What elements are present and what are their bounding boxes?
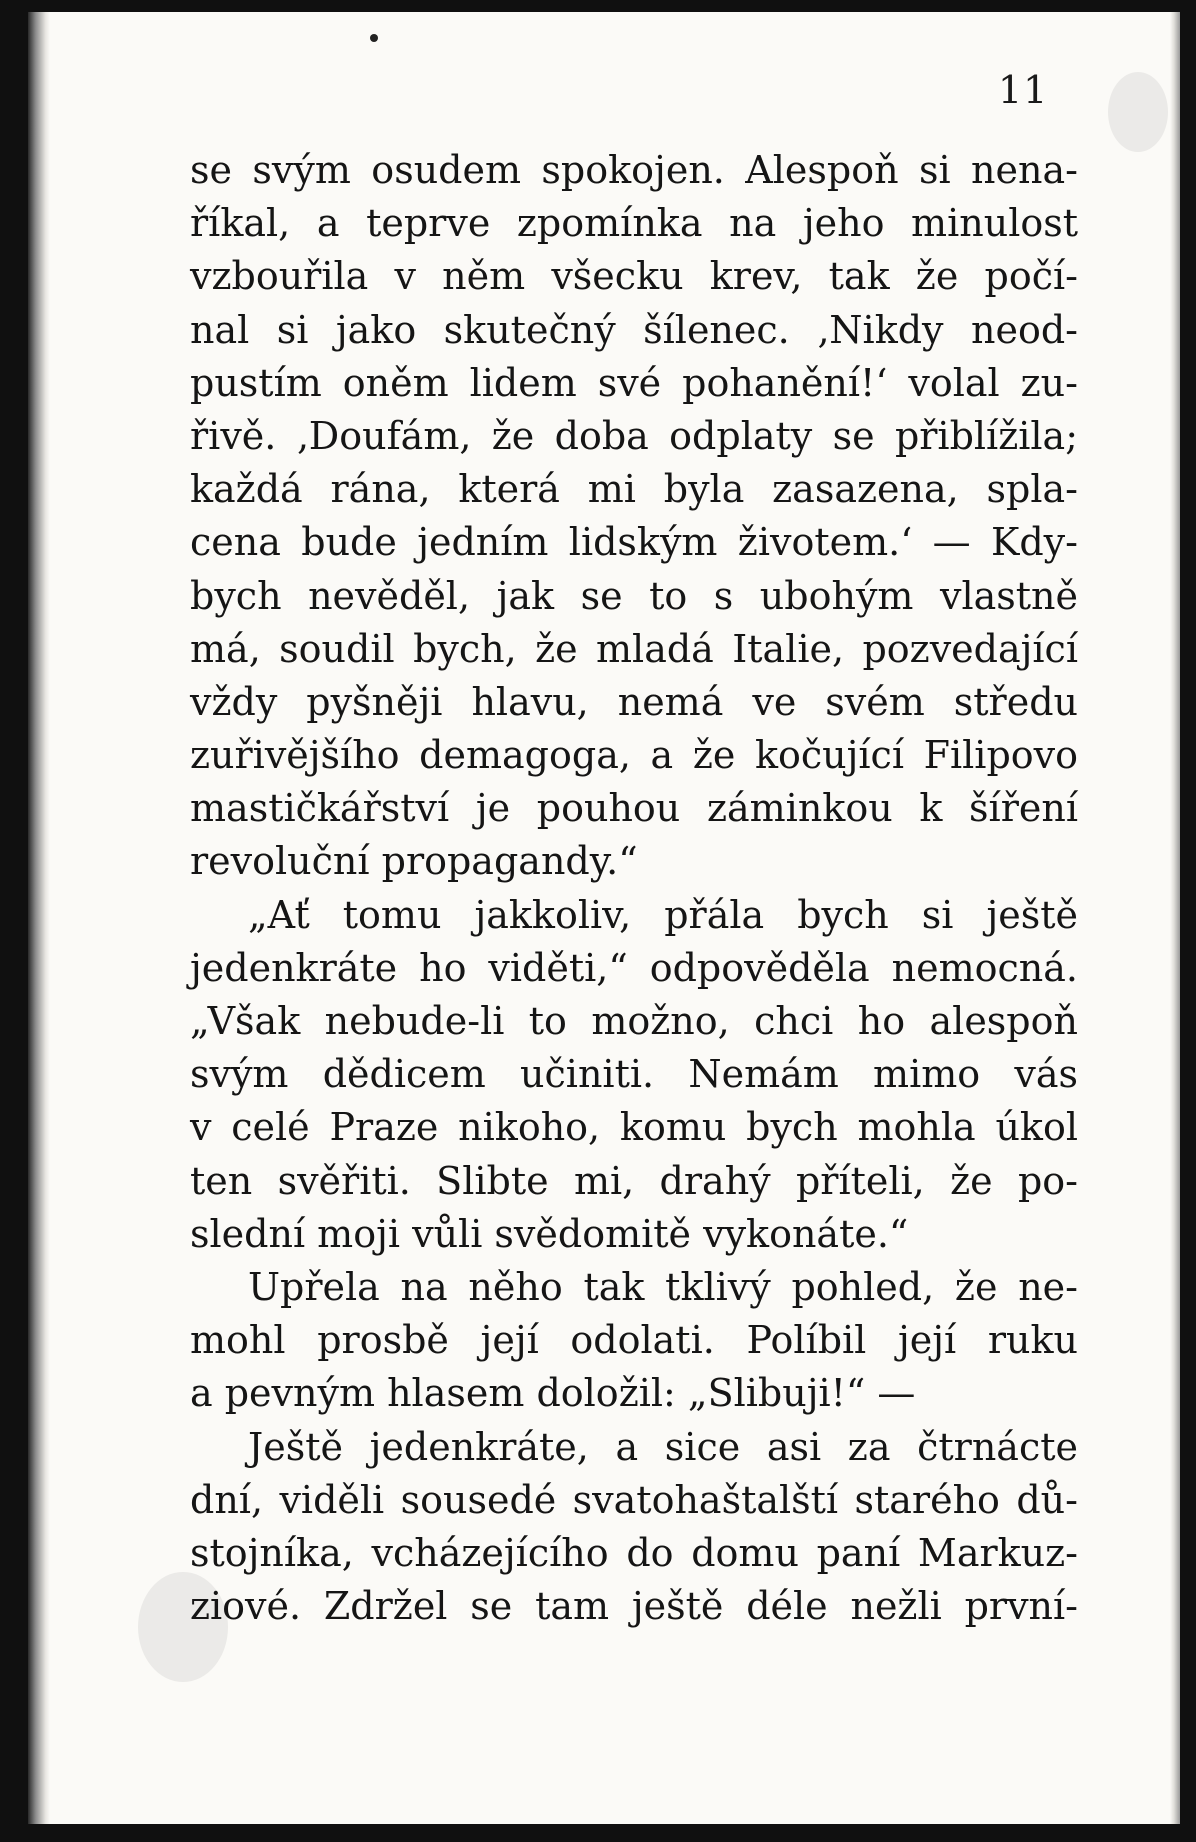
text-line: vzbouřila v něm všecku krev, tak že počí- bbox=[190, 254, 1078, 299]
text-line: Ještě jedenkráte, a sice asi za čtrnácte bbox=[248, 1424, 1078, 1469]
page-edge bbox=[1170, 12, 1180, 1824]
text-line: má, soudil bych, že mladá Italie, pozvedající bbox=[190, 626, 1078, 671]
text-line: ten svěřiti. Slibte mi, drahý příteli, že po- bbox=[190, 1158, 1078, 1203]
text-line: každá rána, která mi byla zasazena, spla- bbox=[190, 467, 1078, 512]
binding-shadow bbox=[28, 12, 50, 1824]
text-line: „Ať tomu jakkoliv, přála bych si ještě bbox=[248, 892, 1078, 937]
paper-stain bbox=[1108, 72, 1168, 152]
text-line: řivě. ‚Doufám, že doba odplaty se přiblížila; bbox=[190, 413, 1078, 458]
text-line: říkal, a teprve zpomínka na jeho minulost bbox=[190, 201, 1078, 246]
text-line: zuřivějšího demagoga, a že kočující Filipovo bbox=[190, 733, 1078, 778]
text-line: v celé Praze nikoho, komu bych mohla úkol bbox=[190, 1105, 1078, 1150]
text-line: stojníka, vcházejícího do domu paní Markuz- bbox=[190, 1530, 1078, 1575]
text-line: revoluční propagandy.“ bbox=[190, 839, 638, 884]
text-line: dní, viděli sousedé svatohaštalští starého dů- bbox=[190, 1477, 1078, 1522]
text-line: nal si jako skutečný šílenec. ‚Nikdy neod- bbox=[190, 307, 1078, 352]
text-line: cena bude jedním lidským životem.‘ — Kdy- bbox=[190, 520, 1078, 565]
text-line: mohl prosbě její odolati. Políbil její ruku bbox=[190, 1318, 1078, 1363]
book-page bbox=[28, 12, 1180, 1824]
text-line: bych nevěděl, jak se to s ubohým vlastně bbox=[190, 573, 1078, 618]
text-line: se svým osudem spokojen. Alespoň si nena- bbox=[190, 148, 1078, 192]
text-line: „Však nebude-li to možno, chci ho alespoň bbox=[190, 999, 1078, 1043]
text-line: ziové. Zdržel se tam ještě déle nežli první- bbox=[190, 1584, 1078, 1629]
text-line: slední moji vůli svědomitě vykonáte.“ bbox=[190, 1211, 909, 1256]
text-line: svým dědicem učiniti. Nemám mimo vás bbox=[190, 1052, 1078, 1097]
page-number: 11 bbox=[998, 68, 1049, 112]
text-line: pustím oněm lidem své pohanění!‘ volal zu- bbox=[190, 360, 1078, 405]
text-line: mastičkářství je pouhou záminkou k šíření bbox=[190, 786, 1078, 831]
body-text bbox=[190, 144, 1078, 1633]
text-line: Upřela na něho tak tklivý pohled, že ne- bbox=[248, 1264, 1078, 1309]
text-line: jedenkráte ho viděti,“ odpověděla nemocná. bbox=[190, 945, 1078, 990]
printing-speck bbox=[370, 34, 378, 42]
text-line: vždy pyšněji hlavu, nemá ve svém středu bbox=[190, 679, 1078, 724]
text-line: a pevným hlasem doložil: „Slibuji!“ — bbox=[190, 1371, 916, 1416]
